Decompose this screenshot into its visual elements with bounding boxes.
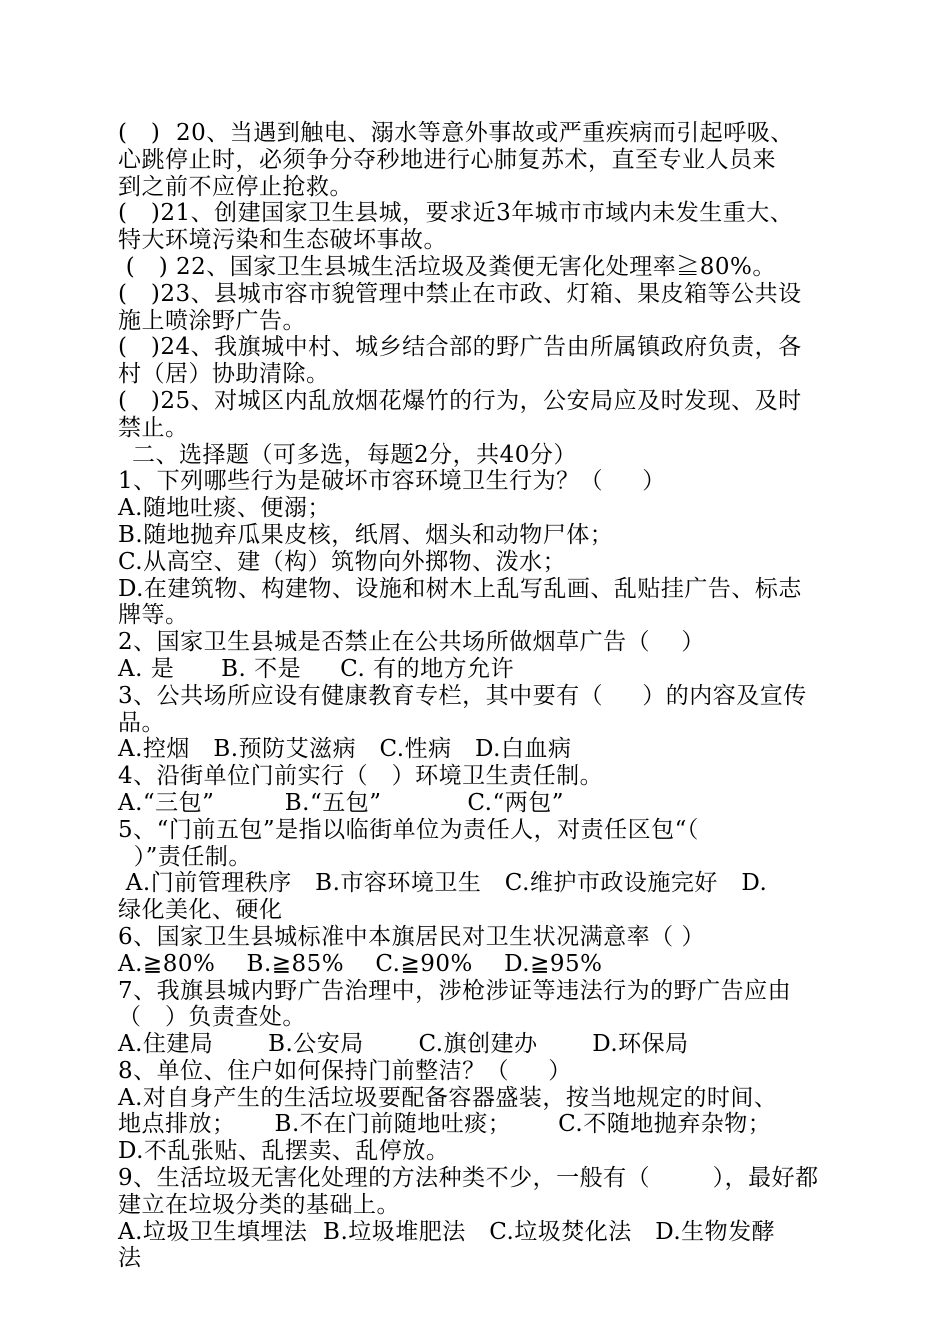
section-title-choice: 二、选择题（可多选，每题2分，共40分） xyxy=(132,441,577,468)
text-line-c8-options-3: D.不乱张贴、乱摆卖、乱停放。 xyxy=(118,1138,450,1165)
text-line-c6-options: A.≧80% B.≧85% C.≧90% D.≧95% xyxy=(118,950,603,977)
text-line-q21-2: 特大环境污染和生态破坏事故。 xyxy=(118,227,447,254)
text-line-c2: 2、国家卫生县城是否禁止在公共场所做烟草广告（ ） xyxy=(118,629,705,656)
text-line-c8-options-2: 地点排放； B.不在门前随地吐痰； C.不随地抛弃杂物； xyxy=(118,1111,772,1138)
text-line-c4: 4、沿街单位门前实行（ ）环境卫生责任制。 xyxy=(118,763,604,790)
text-line-c3-1: 3、公共场所应设有健康教育专栏，其中要有（ ）的内容及宣传 xyxy=(118,682,807,709)
text-line-c7-options: A.住建局 B.公安局 C.旗创建办 D.环保局 xyxy=(118,1031,689,1058)
text-line-q25-2: 禁止。 xyxy=(118,414,189,441)
text-line-c1-d-1: D.在建筑物、构建物、设施和树木上乱写乱画、乱贴挂广告、标志 xyxy=(118,575,802,602)
text-line-c5-1: 5、“门前五包”是指以临街单位为责任人，对责任区包“（ xyxy=(118,816,699,843)
document-page xyxy=(118,120,838,1272)
text-line-c9-1: 9、生活垃圾无害化处理的方法种类不少，一般有（ ），最好都 xyxy=(118,1165,819,1192)
text-line-q23-1: ( )23、县城市容市貌管理中禁止在市政、灯箱、果皮箱等公共设 xyxy=(118,280,802,307)
text-line-q20-1: ( ) 20、当遇到触电、溺水等意外事故或严重疾病而引起呼吸、 xyxy=(118,120,794,146)
text-line-c3-options: A.控烟 B.预防艾滋病 C.性病 D.白血病 xyxy=(118,736,572,763)
text-line-c1: 1、下列哪些行为是破坏市容环境卫生行为？（ ） xyxy=(118,468,666,495)
text-line-c9-options-1: A.垃圾卫生填埋法 B.垃圾堆肥法 C.垃圾焚化法 D.生物发酵 xyxy=(118,1218,776,1245)
text-line-q24-1: ( )24、我旗城中村、城乡结合部的野广告由所属镇政府负责，各 xyxy=(118,334,802,361)
text-line-c6: 6、国家卫生县城标准中本旗居民对卫生状况满意率（ ） xyxy=(118,923,705,950)
text-line-c1-c: C.从高空、建（构）筑物向外掷物、泼水； xyxy=(118,548,567,575)
text-line-c8-options-1: A.对自身产生的生活垃圾要配备容器盛装，按当地规定的时间、 xyxy=(118,1084,778,1111)
text-line-c1-b: B.随地抛弃瓜果皮核，纸屑、烟头和动物尸体； xyxy=(118,521,614,548)
text-line-c7-1: 7、我旗县城内野广告治理中，涉枪涉证等违法行为的野广告应由 xyxy=(118,977,792,1004)
text-line-c5-options-2: 绿化美化、硬化 xyxy=(118,897,283,924)
text-line-q20-3: 到之前不应停止抢救。 xyxy=(118,173,353,200)
text-line-q21-1: ( )21、创建国家卫生县城，要求近3年城市市域内未发生重大、 xyxy=(118,200,794,227)
text-line-c8: 8、单位、住户如何保持门前整洁？（ ） xyxy=(118,1057,572,1084)
text-line-q22: ( ) 22、国家卫生县城生活垃圾及粪便无害化处理率≧80%。 xyxy=(118,253,776,280)
text-line-q23-2: 施上喷涂野广告。 xyxy=(118,307,306,334)
text-line-q24-2: 村（居）协助清除。 xyxy=(118,361,330,388)
text-line-c1-a: A.随地吐痰、便溺； xyxy=(118,495,331,522)
text-line-c3-2: 品。 xyxy=(118,709,165,736)
text-line-c9-options-2: 法 xyxy=(118,1245,142,1272)
text-line-q25-1: ( )25、对城区内乱放烟花爆竹的行为，公安局应及时发现、及时 xyxy=(118,387,802,414)
text-line-c5-2: ）”责任制。 xyxy=(118,843,252,870)
text-line-c2-options: A. 是 B. 不是 C. 有的地方允许 xyxy=(118,655,515,682)
text-line-c5-options-1: A.门前管理秩序 B.市容环境卫生 C.维护市政设施完好 D. xyxy=(118,870,768,897)
text-line-c4-options: A.“三包” B.“五包” C.“两包” xyxy=(118,789,564,816)
text-line-c9-2: 建立在垃圾分类的基础上。 xyxy=(118,1191,400,1218)
text-line-c1-d-2: 牌等。 xyxy=(118,602,189,629)
text-line-c7-2: （ ）负责查处。 xyxy=(118,1004,306,1031)
text-line-q20-2: 心跳停止时，必须争分夺秒地进行心肺复苏术，直至专业人员来 xyxy=(118,146,776,173)
